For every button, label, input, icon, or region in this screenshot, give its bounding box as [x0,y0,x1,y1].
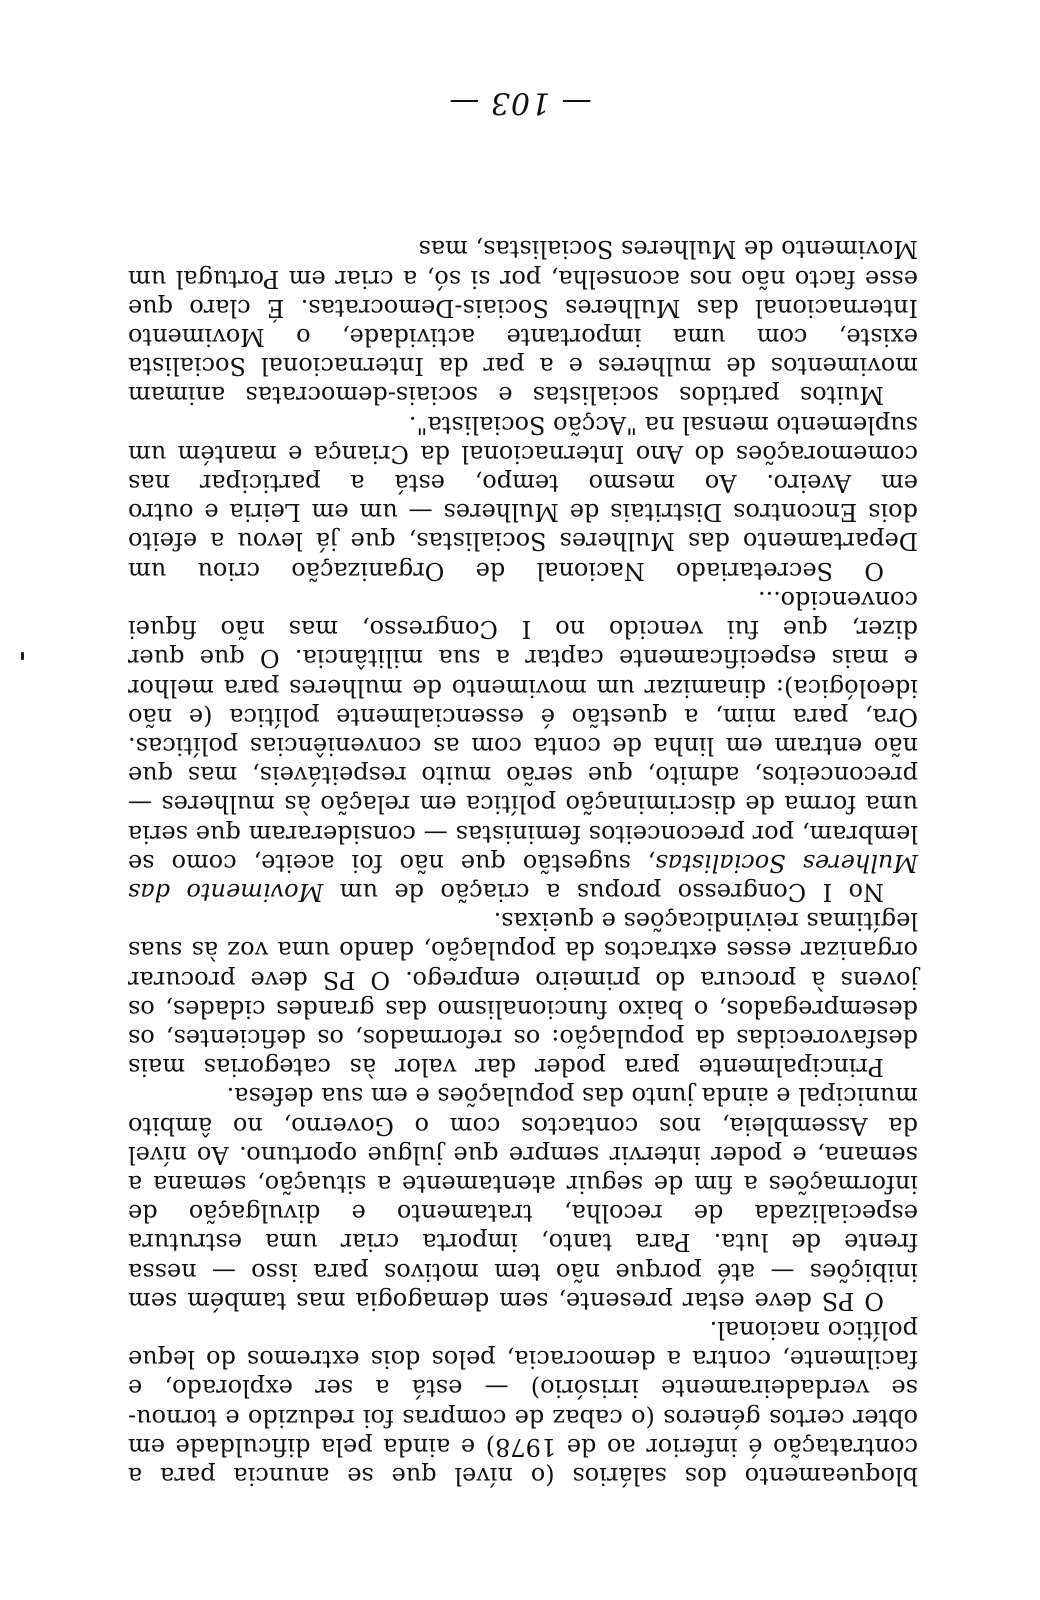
paragraph-6 [128,234,918,409]
paragraph-4-text-end: , sugestão que não foi aceite, como se lembram, por preconceitos feministas — consideraram que seria uma forma de discriminação política em relação às mulheres — preconceitos, admito, que serão muito respeitáveis, mas que não entram em linha de conta com as conveniências políticas. Ora, para mim, a questão é essencialmente política (e não ideológica): dinamizar um movimento de mulheres para melhor e mais especificamente captar a sua militância. O que quer dizer, que fui vencido no I Congresso, mas não fiquei convencido... [128,585,918,877]
paragraph-1-text: bloqueamento dos salários (o nível que se anuncia para a contratação é inferior ao de 1978) e ainda pela dificuldade em obter certos géneros (o cabaz de compras foi reduzido e tornou-se verdadeiramente irrisório) — está a ser explorado, e facilmente, contra a democracia, pelos dois extremos do leque político nacional. [128,1315,918,1490]
body-text [128,234,918,1490]
paragraph-2 [128,1081,918,1315]
paragraph-2-text: O PS deve estar presente, sem demagogia mas também sem inibições — até porque não tem motivos para isso — nessa frente de luta. Para tanto, importa criar uma estrutura especializada de recolha, tratamento e divulgação de informações a fim de seguir atentamente a situação, semana a semana, e poder intervir sempre que julgue oportuno. Ao nível da Assembleia, nos contactos com o Governo, no âmbito municipal e ainda junto das populações e em sua defesa. [128,1082,918,1315]
paragraph-6-text: Muitos partidos socialistas e sociais-democratas animam movimentos de mulheres e a par da Internacional Socialista existe, com uma importante actividade, o Movimento Internacional das Mulheres Sociais-Democratas. É claro que esse facto não nos aconselha, por si só, a criar em Portugal um Movimento de Mulheres Socialistas, mas [128,235,918,410]
paragraph-4 [128,585,918,906]
paragraph-5 [128,409,918,584]
paragraph-1 [128,1315,918,1490]
scan-speck [21,652,24,660]
paragraph-5-text: O Secretariado Nacional de Organização criou um Departamento das Mulheres Socialistas, que já levou a efeito dois Encontros Distritais de Mulheres — um em Leiria e outro em Aveiro. Ao mesmo tempo, está a participar nas comemorações do Ano Internacional da Criança e mantém um suplemento mensal na "Acção Socialista". [128,410,918,585]
paragraph-4-text-start: No I Congresso propus a criação de um [323,877,884,906]
page-number-text: — 103 — [448,85,592,120]
paragraph-3-text: Principalmente para poder dar valor às categorias mais desfavorecidas da população: os reformados, os deficientes, os desempregados, o baixo funcionalismo das grandes cidades, os jovens à procura do primeiro emprego. O PS deve procurar organizar esses extractos da população, dando uma voz às suas legítimas reivindicações e queixas. [128,907,918,1082]
paragraph-3 [128,906,918,1081]
page-number [0,85,1040,120]
paragraph-4-italic-title: Movimento das Mulheres Socialistas [127,848,918,906]
